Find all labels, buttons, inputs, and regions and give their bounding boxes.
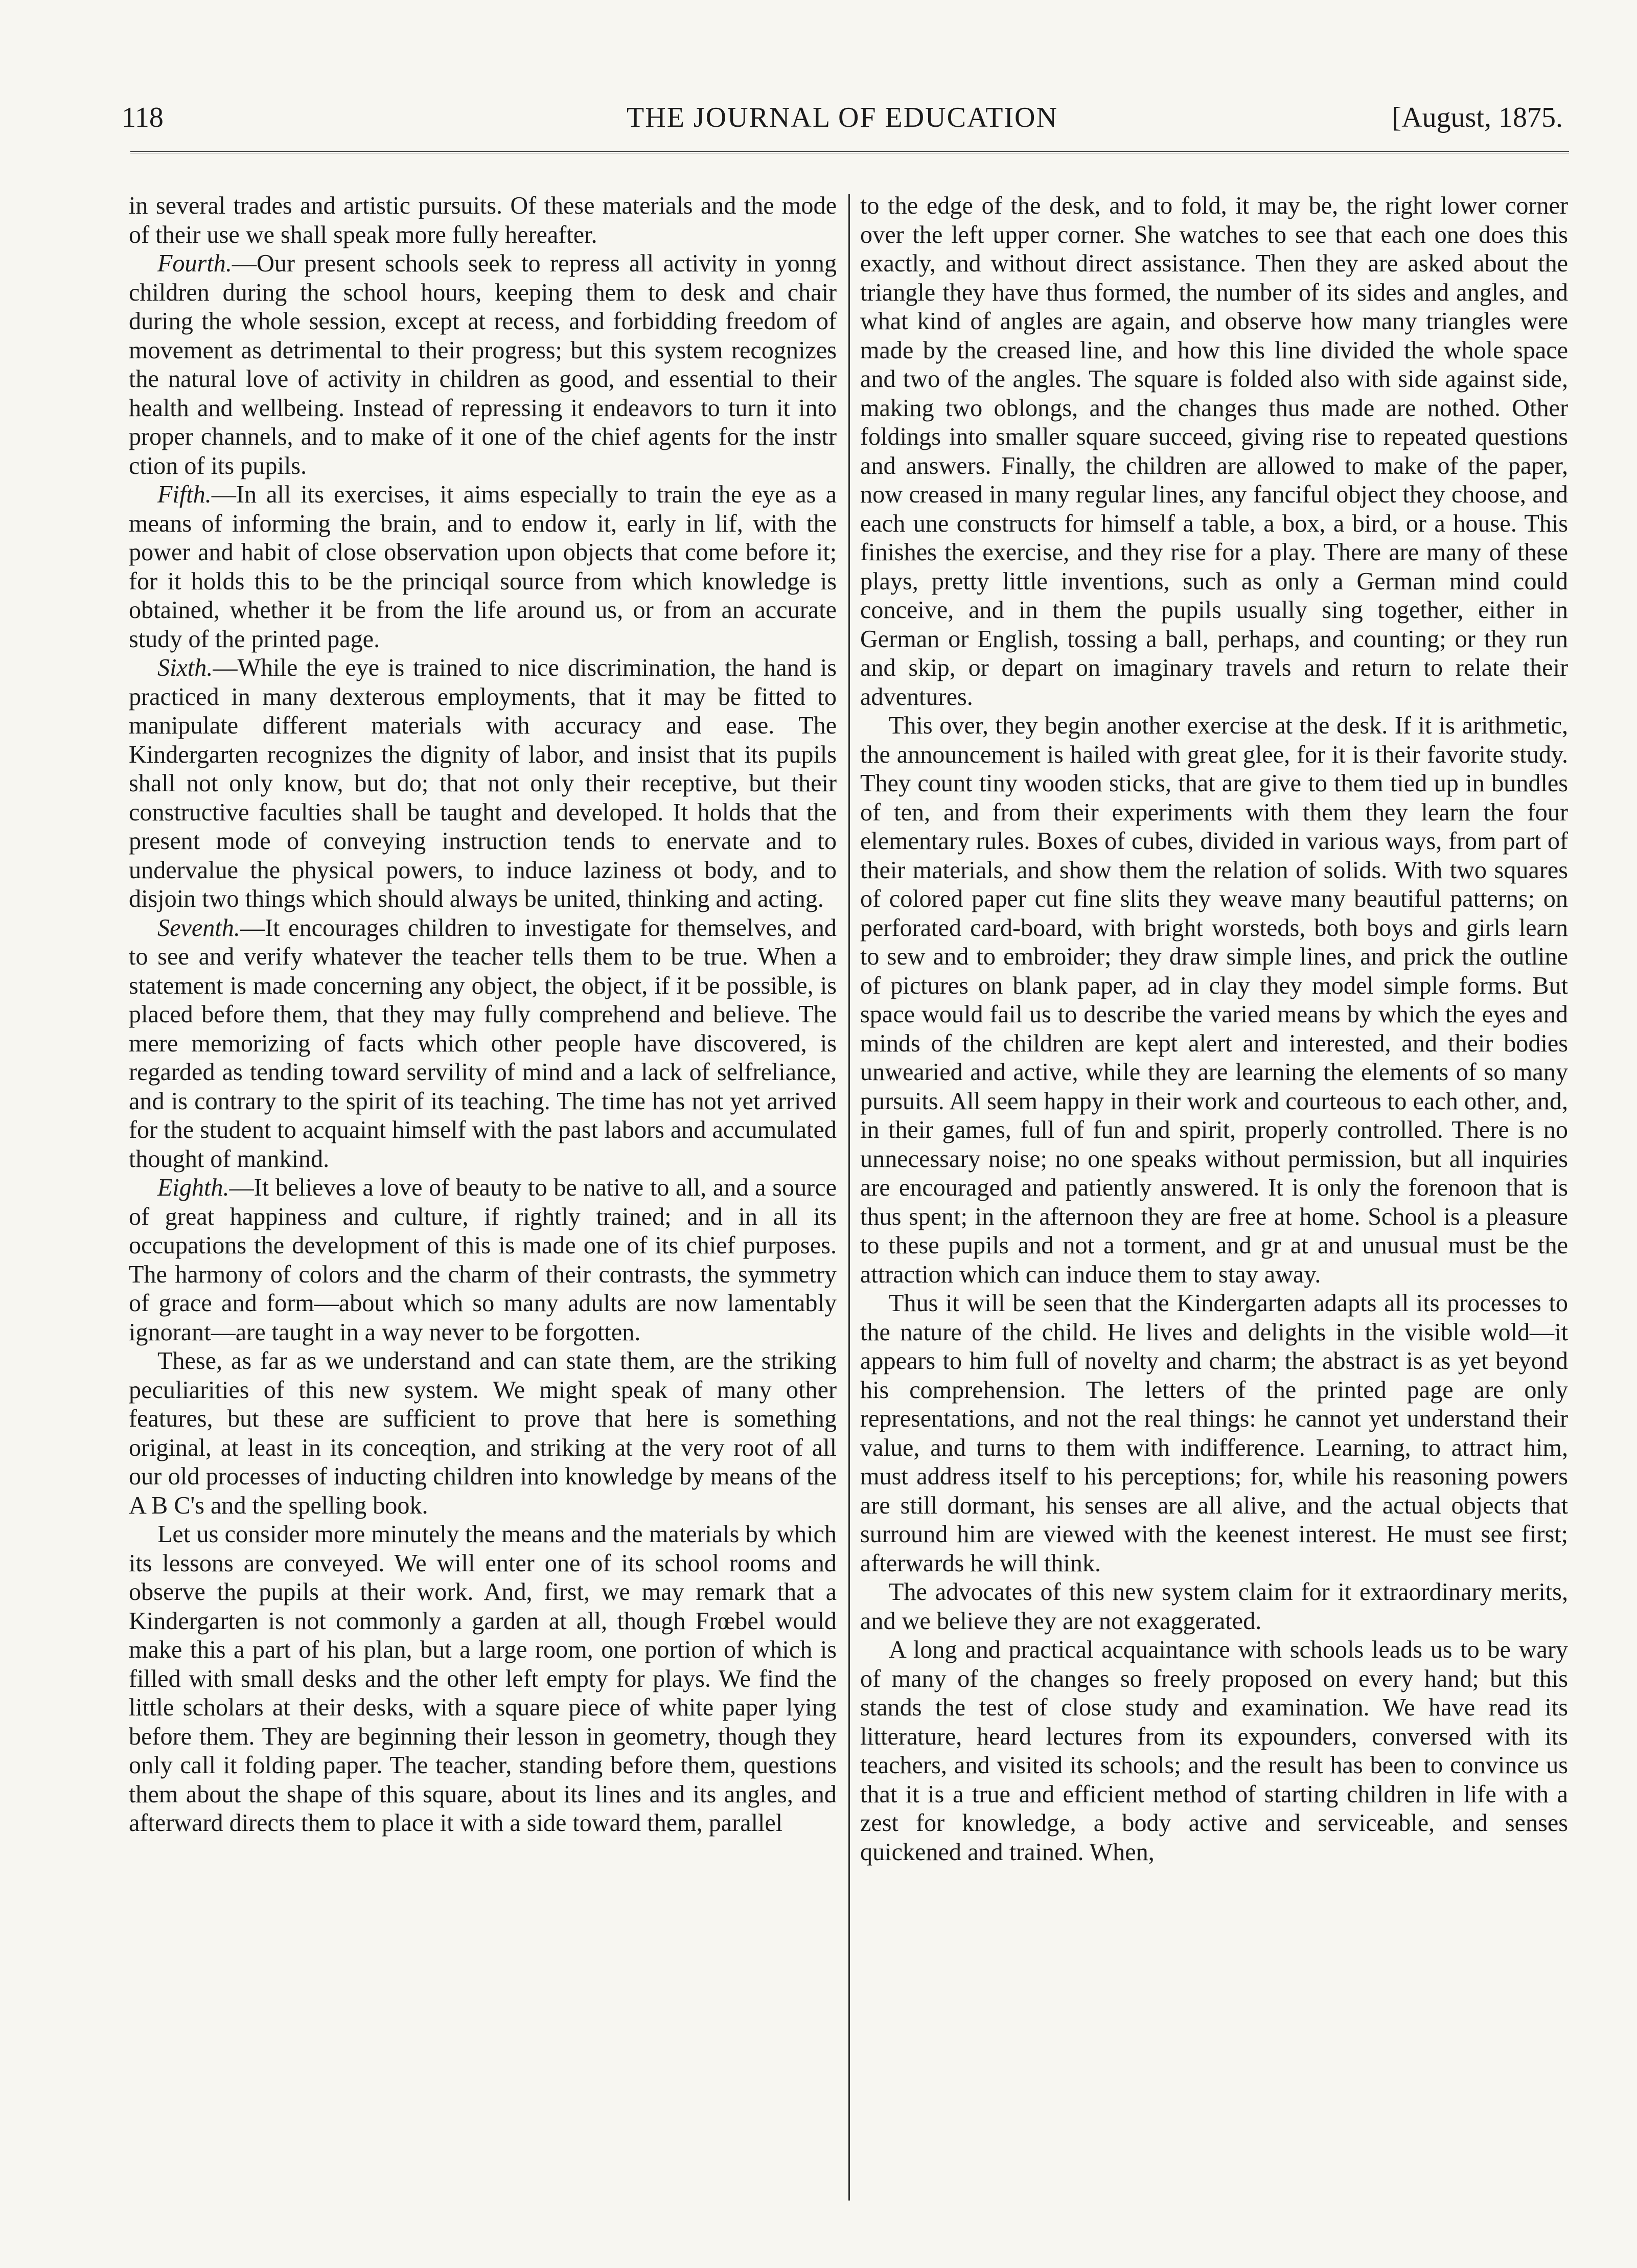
paragraph bbox=[129, 914, 837, 1174]
paragraph-body: —In all its exercises, it aims especially to train the eye as a means of informing the brain, and to endow it, early in lif, with the power and habit of close observation upon objects that come before it; for it holds this to be the princiqal source from which knowledge is obtained, whether it be from the life around us, or from an accurate study of the printed page. bbox=[129, 481, 837, 653]
paragraph-body: —While the eye is trained to nice discrimination, the hand is practiced in many dexterous employments, that it may be fitted to manipulate different materials with accuracy and ease. The Kindergarten recognizes the dignity of labor, and insist that its pupils shall not only know, but do; that not only their receptive, but their constructive faculties shall be taught and developed. It holds that the present mode of conveying instruction tends to enervate and to undervalue the physical powers, to induce laziness ot body, and to disjoin two things which should always be united, thinking and acting. bbox=[129, 654, 837, 912]
paragraph bbox=[129, 249, 837, 480]
paragraph-heading: Seventh. bbox=[157, 914, 240, 942]
paragraph: The advocates of this new system claim for it extraordinary merits, and we believe they are not exaggerated. bbox=[860, 1578, 1568, 1635]
left-column bbox=[129, 192, 837, 2201]
header-rule bbox=[130, 151, 1569, 153]
paragraph bbox=[129, 1174, 837, 1347]
paragraph-heading: Sixth. bbox=[157, 654, 213, 681]
paragraph-body: —Our present schools seek to repress all activity in yonng children during the school hours, keeping them to desk and chair during the whole session, except at recess, and forbidding freedom of movement as detrimental to their progress; but this system recognizes the natural love of activity in children as good, and essential to their health and wellbeing. Instead of repressing it endeavors to turn it into proper channels, and to make of it one of the chief agents for the instr ction of its pupils. bbox=[129, 250, 837, 479]
paragraph-heading: Fifth. bbox=[157, 481, 212, 508]
paragraph: These, as far as we understand and can state them, are the striking peculiarities of this new system. We might speak of many other features, but these are sufficient to prove that here is something original, at least in its conceqtion, and striking at the very root of all our old processes of inducting children into knowledge by means of the A B C's and the spelling book. bbox=[129, 1347, 837, 1519]
paragraph bbox=[129, 654, 837, 914]
paragraph: in several trades and artistic pursuits. Of these materials and the mode of their use we shall speak more fully hereafter. bbox=[129, 192, 837, 248]
paragraph-heading: Eighth. bbox=[157, 1174, 229, 1201]
paragraph bbox=[129, 480, 837, 654]
paragraph-body: —It believes a love of beauty to be native to all, and a source of great happiness and culture, if rightly trained; and in all its occupations the development of this is made one of its chief purposes. The harmony of colors and the charm of their contrasts, the symmetry of grace and form—about which so many adults are now lamentably ignorant—are taught in a way never to be forgotten. bbox=[129, 1174, 837, 1346]
paragraph: This over, they begin another exercise at the desk. If it is arithmetic, the announcement is hailed with great glee, for it is their favorite study. They count tiny wooden sticks, that are give to them tied up in bundles of ten, and from their experiments with them they learn the four elementary rules. Boxes of cubes, divided in various ways, from part of their materials, and show them the relation of solids. With two squares of colored paper cut fine slits they weave many beautiful patterns; on perforated card-board, with bright worsteds, both boys and girls learn to sew and to embroider; they draw simple lines, and prick the outline of pictures on blank paper, ad in clay they model simple forms. But space would fail us to describe the varied means by which the eyes and minds of the children are kept alert and interested, and their bodies unwearied and active, while they are learning the elements of so many pursuits. All seem happy in their work and courteous to each other, and, in their games, full of fun and spirit, properly controlled. There is no unnecessary noise; no one speaks without permission, but all inquiries are encouraged and patiently answered. It is only the forenoon that is thus spent; in the afternoon they are free at home. School is a pleasure to these pupils and not a torment, and gr at and unusual must be the attraction which can induce them to stay away. bbox=[860, 712, 1568, 1288]
paragraph-heading: Fourth. bbox=[157, 250, 232, 277]
paragraph: to the edge of the desk, and to fold, it may be, the right lower corner over the left upper corner. She watches to see that each one does this exactly, and without direct assistance. Then they are asked about the triangle they have thus formed, the number of its sides and angles, and what kind of angles are again, and observe how many triangles were made by the creased line, and how this line divided the whole space and two of the angles. The square is folded also with side against side, making two oblongs, and the changes thus made are nothed. Other foldings into smaller square succeed, giving rise to repeated questions and answers. Finally, the children are allowed to make of the paper, now creased in many regular lines, any fanciful object they choose, and each une constructs for himself a table, a box, a bird, or a house. This finishes the exercise, and they rise for a play. There are many of these plays, pretty little inventions, such as only a German mind could conceive, and in them the pupils usually sing together, either in German or English, tossing a ball, perhaps, and counting; or they run and skip, or depart on imaginary travels and return to relate their adventures. bbox=[860, 192, 1568, 711]
column-divider bbox=[848, 194, 850, 2201]
paragraph: Let us consider more minutely the means and the materials by which its lessons are conveyed. We will enter one of its school rooms and observe the pupils at their work. And, first, we may remark that a Kindergarten is not commonly a garden at all, though Frœbel would make this a part of his plan, but a large room, one portion of which is filled with small desks and the other left empty for plays. We find the little scholars at their desks, with a square piece of white paper lying before them. They are beginning their lesson in geometry, though they only call it folding paper. The teacher, standing before them, questions them about the shape of this square, about its lines and its angles, and afterward directs them to place it with a side toward them, parallel bbox=[129, 1521, 837, 1837]
paragraph: A long and practical acquaintance with schools leads us to be wary of many of the changes so freely proposed on every hand; but this stands the test of close study and examination. We have read its litterature, heard lectures from its expounders, conversed with its teachers, and visited its schools; and the result has been to convince us that it is a true and efficient method of starting children in life with a zest for knowledge, a body active and serviceable, and senses quickened and trained. When, bbox=[860, 1636, 1568, 1866]
paragraph: Thus it will be seen that the Kindergarten adapts all its processes to the nature of the child. He lives and delights in the visible wold—it appears to him full of novelty and charm; the abstract is as yet beyond his comprehension. The letters of the printed page are only representations, and not the real things: he cannot yet understand their value, and turns to them with indifference. Learning, to attract him, must address itself to his perceptions; for, while his reasoning powers are still dormant, his senses are all alive, and the actual objects that surround him are viewed with the keenest interest. He must see first; afterwards he will think. bbox=[860, 1290, 1568, 1577]
running-header bbox=[122, 101, 1563, 142]
paragraph-body: —It encourages children to investigate for themselves, and to see and verify whatever the teacher tells them to be true. When a statement is made concerning any object, the object, if it be possible, is placed before them, that they may fully comprehend and believe. The mere memorizing of facts which other people have discovered, is regarded as tending toward servility of mind and a lack of selfreliance, and is contrary to the spirit of its teaching. The time has not yet arrived for the student to acquaint himself with the past labors and accumulated thought of mankind. bbox=[129, 914, 837, 1173]
journal-title: THE JOURNAL OF EDUCATION bbox=[627, 102, 1058, 133]
page-number: 118 bbox=[122, 102, 164, 133]
right-column bbox=[860, 192, 1568, 2201]
issue-date: [August, 1875. bbox=[1392, 102, 1563, 133]
